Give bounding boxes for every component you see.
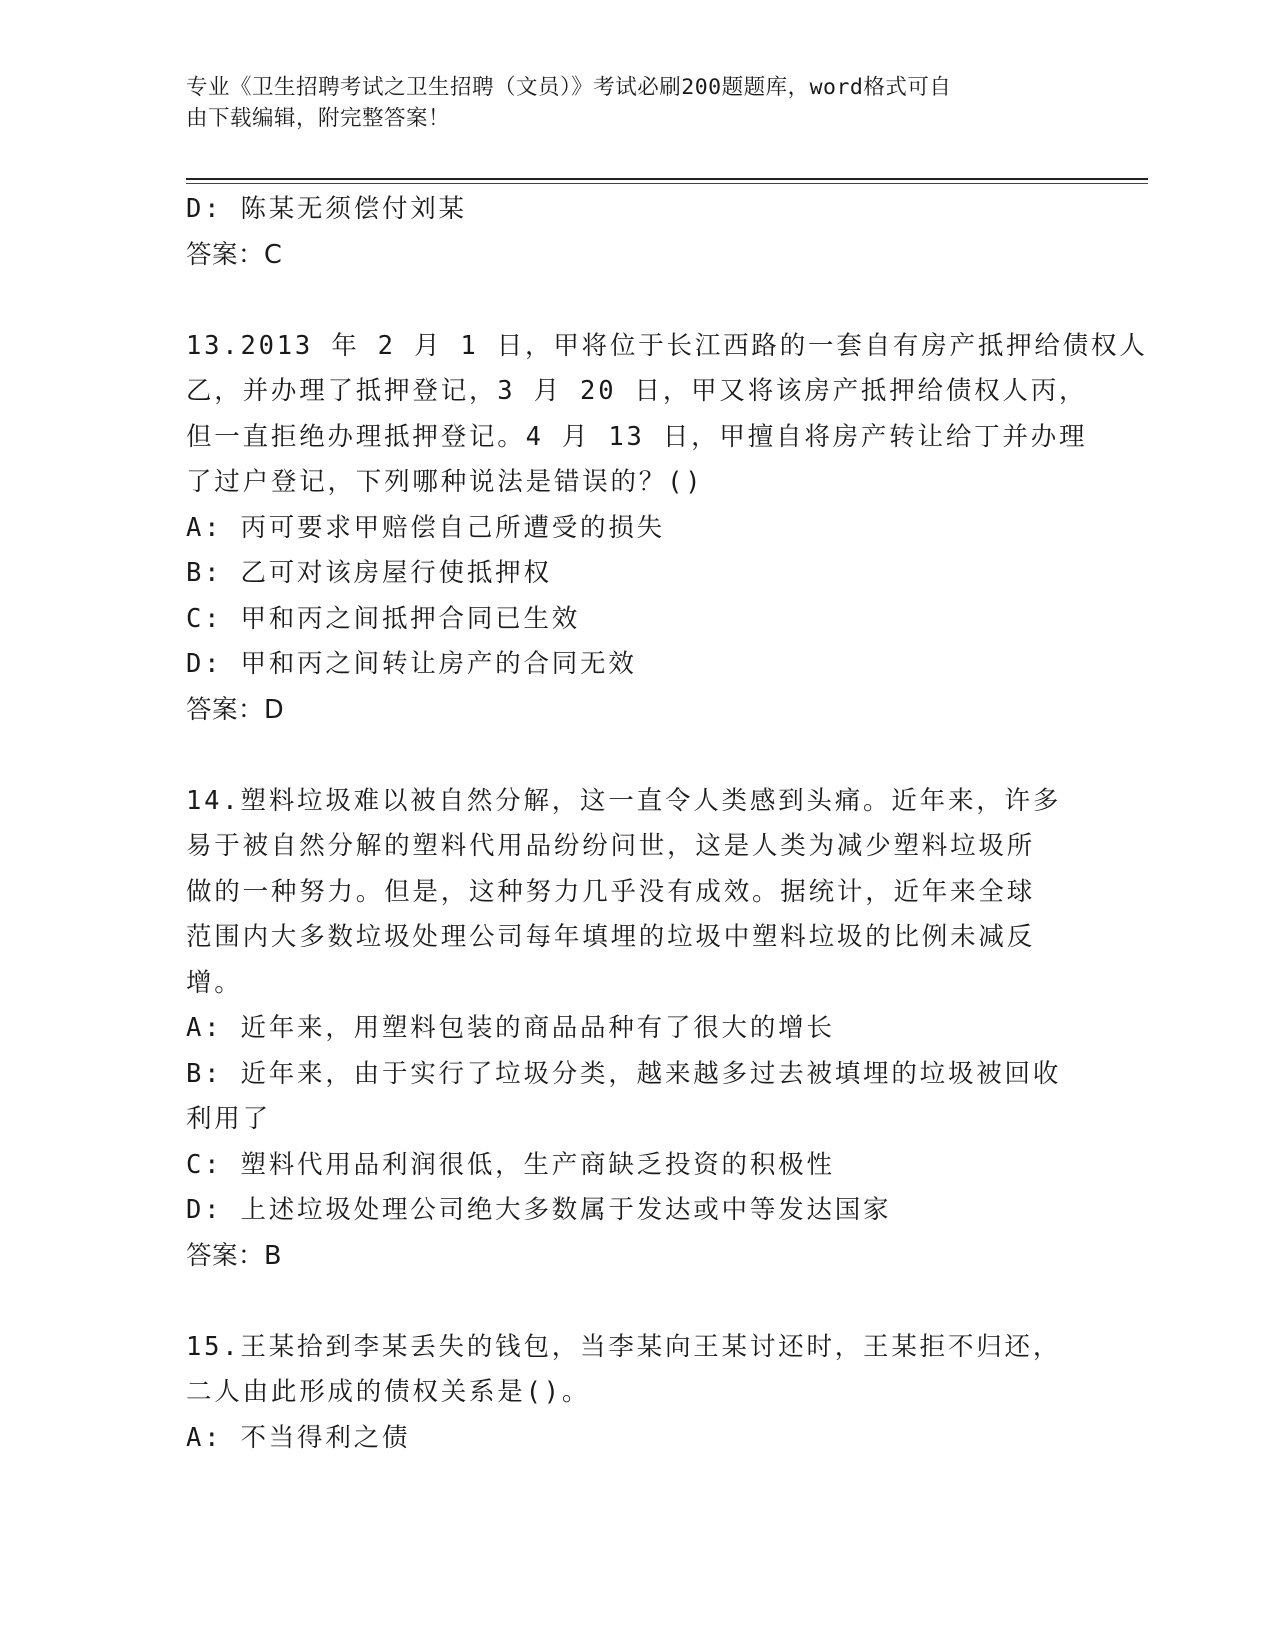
question-stem-line: 14.塑料垃圾难以被自然分解，这一直令人类感到头痛。近年来，许多: [186, 785, 1062, 816]
question-stem-line: 二人由此形成的债权关系是()。: [186, 1377, 591, 1407]
question-stem-line: 做的一种努力。但是，这种努力几乎没有成效。据统计，近年来全球: [186, 876, 1036, 907]
option-a: A: 丙可要求甲赔偿自己所遭受的损失: [186, 512, 665, 543]
spacer: [186, 278, 1086, 324]
option-d: D: 上述垃圾处理公司绝大多数属于发达或中等发达国家: [186, 1195, 892, 1225]
option-d: D: 陈某无须偿付刘某: [186, 194, 467, 224]
option-b: B: 乙可对该房屋行使抵押权: [186, 558, 552, 588]
option-d: D: 甲和丙之间转让房产的合同无效: [186, 649, 637, 679]
header-line: 由下载编辑，附完整答案！: [186, 106, 451, 131]
option-c: C: 塑料代用品利润很低，生产商缺乏投资的积极性: [186, 1149, 835, 1180]
question-stem-line: 增。: [186, 967, 243, 998]
question-stem-line: 易于被自然分解的塑料代用品纷纷问世，这是人类为减少塑料垃圾所: [186, 831, 1036, 861]
spacer: [186, 1279, 1086, 1325]
question-stem-line: 范围内大多数垃圾处理公司每年填埋的垃圾中塑料垃圾的比例未减反: [186, 922, 1036, 952]
answer-line: 答案：C: [186, 239, 283, 270]
question-stem-line: 13.2013 年 2 月 1 日，甲将位于长江西路的一套自有房产抵押给债权人: [186, 330, 1148, 361]
spacer: [186, 733, 1086, 779]
question-stem-line: 但一直拒绝办理抵押登记。4 月 13 日，甲擅自将房产转让给丁并办理: [186, 421, 1088, 452]
question-stem-line: 15.王某拾到李某丢失的钱包，当李某向王某讨还时，王某拒不归还，: [186, 1331, 1062, 1362]
option-b-continued: 利用了: [186, 1104, 271, 1134]
question-stem-line: 乙，并办理了抵押登记，3 月 20 日，甲又将该房产抵押给债权人丙，: [186, 376, 1088, 406]
option-a: A: 近年来，用塑料包装的商品品种有了很大的增长: [186, 1013, 835, 1043]
option-b: B: 近年来，由于实行了垃圾分类，越来越多过去被填埋的垃圾被回收: [186, 1058, 1062, 1089]
document-body: [186, 187, 1148, 1461]
header-divider-thin: [186, 183, 1148, 184]
header-divider: [186, 178, 1148, 180]
option-a: A: 不当得利之债: [186, 1422, 411, 1453]
answer-line: 答案：B: [186, 1240, 282, 1271]
question-stem-line: 了过户登记，下列哪种说法是错误的？(): [186, 467, 704, 497]
header-line: 专业《卫生招聘考试之卫生招聘（文员）》考试必刷200题题库，word格式可自: [186, 75, 952, 100]
question-13: [186, 324, 1148, 734]
question-15: [186, 1325, 1086, 1462]
answer-line: 答案：D: [186, 694, 285, 725]
question-14: [186, 779, 1086, 1280]
document-header: [186, 72, 1076, 134]
option-c: C: 甲和丙之间抵押合同已生效: [186, 603, 581, 634]
